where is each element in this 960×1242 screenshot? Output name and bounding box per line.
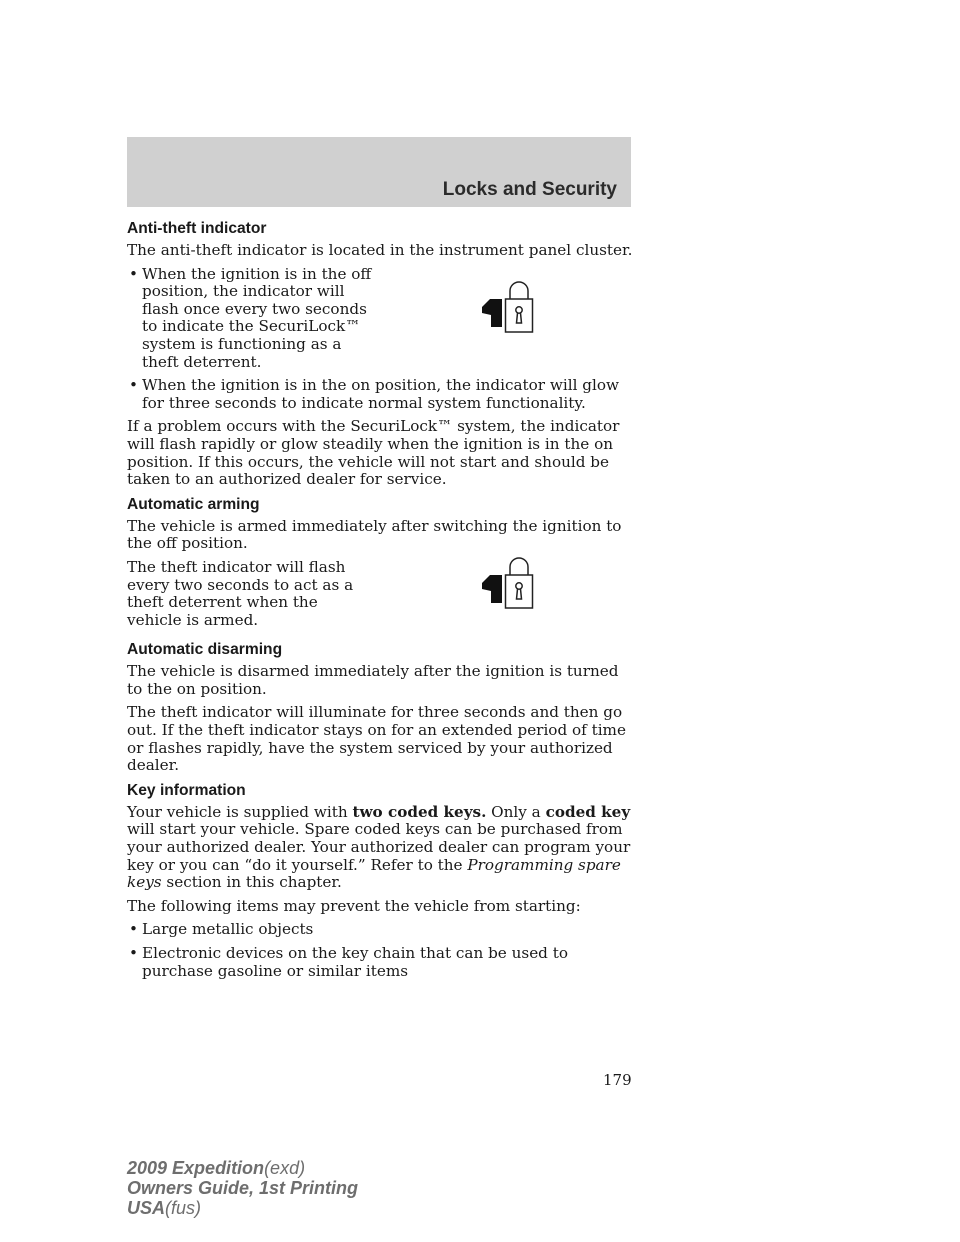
- anti-theft-bullets: [127, 266, 637, 413]
- footer-guide: Owners Guide, 1st Printing: [127, 1178, 359, 1198]
- auto-disarming-p1: The vehicle is disarmed immediately after the ignition is turned to the on position.: [127, 662, 619, 698]
- key-info-text: section in this chapter.: [161, 873, 342, 892]
- theft-indicator-icon: [480, 277, 538, 335]
- auto-arming-p2: The theft indicator will flash every two seconds to act as a theft deterrent when the vehicle is armed.: [127, 557, 354, 629]
- key-info-text: Only a: [486, 802, 546, 821]
- heading-key-information: Key information: [127, 781, 246, 799]
- key-info-text: will start your vehicle. Spare coded keys can be purchased from your authorized dealer. Your authorized dealer can program your key or you can “do it yourself.” Refer to the: [127, 820, 631, 874]
- key-info-p1: [127, 804, 637, 892]
- section-title: Locks and Security: [442, 179, 617, 200]
- auto-disarming-p2: The theft indicator will illuminate for three seconds and then go out. If the theft indicator stays on for an extended period of time or flashes rapidly, have the system serviced by your authorized dealer.: [127, 703, 626, 775]
- key-info-bold-two-coded-keys: two coded keys.: [352, 802, 487, 821]
- page-number: 179: [603, 1071, 632, 1089]
- footer-market-code: (fus): [165, 1198, 202, 1218]
- bullet-large-metallic-objects: • Large metallic objects: [127, 921, 637, 939]
- footer-model-code: (exd): [264, 1158, 306, 1178]
- section-header-band: [127, 137, 631, 207]
- heading-automatic-arming: Automatic arming: [127, 495, 260, 513]
- key-info-text: Your vehicle is supplied with: [127, 802, 353, 821]
- key-info-bullets: [127, 921, 637, 980]
- bullet-ignition-on: • When the ignition is in the on position, the indicator will glow for three seconds to indicate normal system functionality.: [127, 377, 637, 412]
- footer-line-model: [127, 1158, 358, 1178]
- page-content: [127, 219, 637, 986]
- anti-theft-bullet-block: [127, 266, 637, 413]
- bullet-electronic-devices: • Electronic devices on the key chain that can be used to purchase gasoline or similar items: [127, 945, 637, 980]
- auto-arming-icon-block: [127, 559, 637, 629]
- footer-market: USA: [127, 1198, 166, 1218]
- key-info-bold-coded-key: coded key: [545, 802, 631, 821]
- footer-line-market: [127, 1198, 358, 1218]
- anti-theft-problem: If a problem occurs with the SecuriLock™ system, the indicator will flash rapidly or glow steadily when the ignition is in the on position. If this occurs, the vehicle will not start and should be taken to an authorized dealer for service.: [127, 417, 620, 489]
- footer-imprint: [127, 1158, 358, 1218]
- bullet-ignition-off: • When the ignition is in the off position, the indicator will flash once every two seconds to indicate the SecuriLock™ system is functioning as a theft deterrent.: [127, 266, 382, 372]
- footer-model: 2009 Expedition: [127, 1158, 265, 1178]
- theft-indicator-icon: [480, 553, 538, 611]
- key-info-italic-reference: Programming spare keys: [127, 855, 621, 892]
- anti-theft-intro: The anti-theft indicator is located in the instrument panel cluster.: [127, 241, 633, 259]
- heading-anti-theft-indicator: Anti-theft indicator: [127, 220, 267, 237]
- auto-arming-p1: The vehicle is armed immediately after switching the ignition to the off position.: [127, 516, 622, 553]
- footer-line-guide: [127, 1178, 358, 1198]
- key-info-p2: The following items may prevent the vehicle from starting:: [127, 896, 581, 915]
- heading-automatic-disarming: Automatic disarming: [127, 641, 283, 659]
